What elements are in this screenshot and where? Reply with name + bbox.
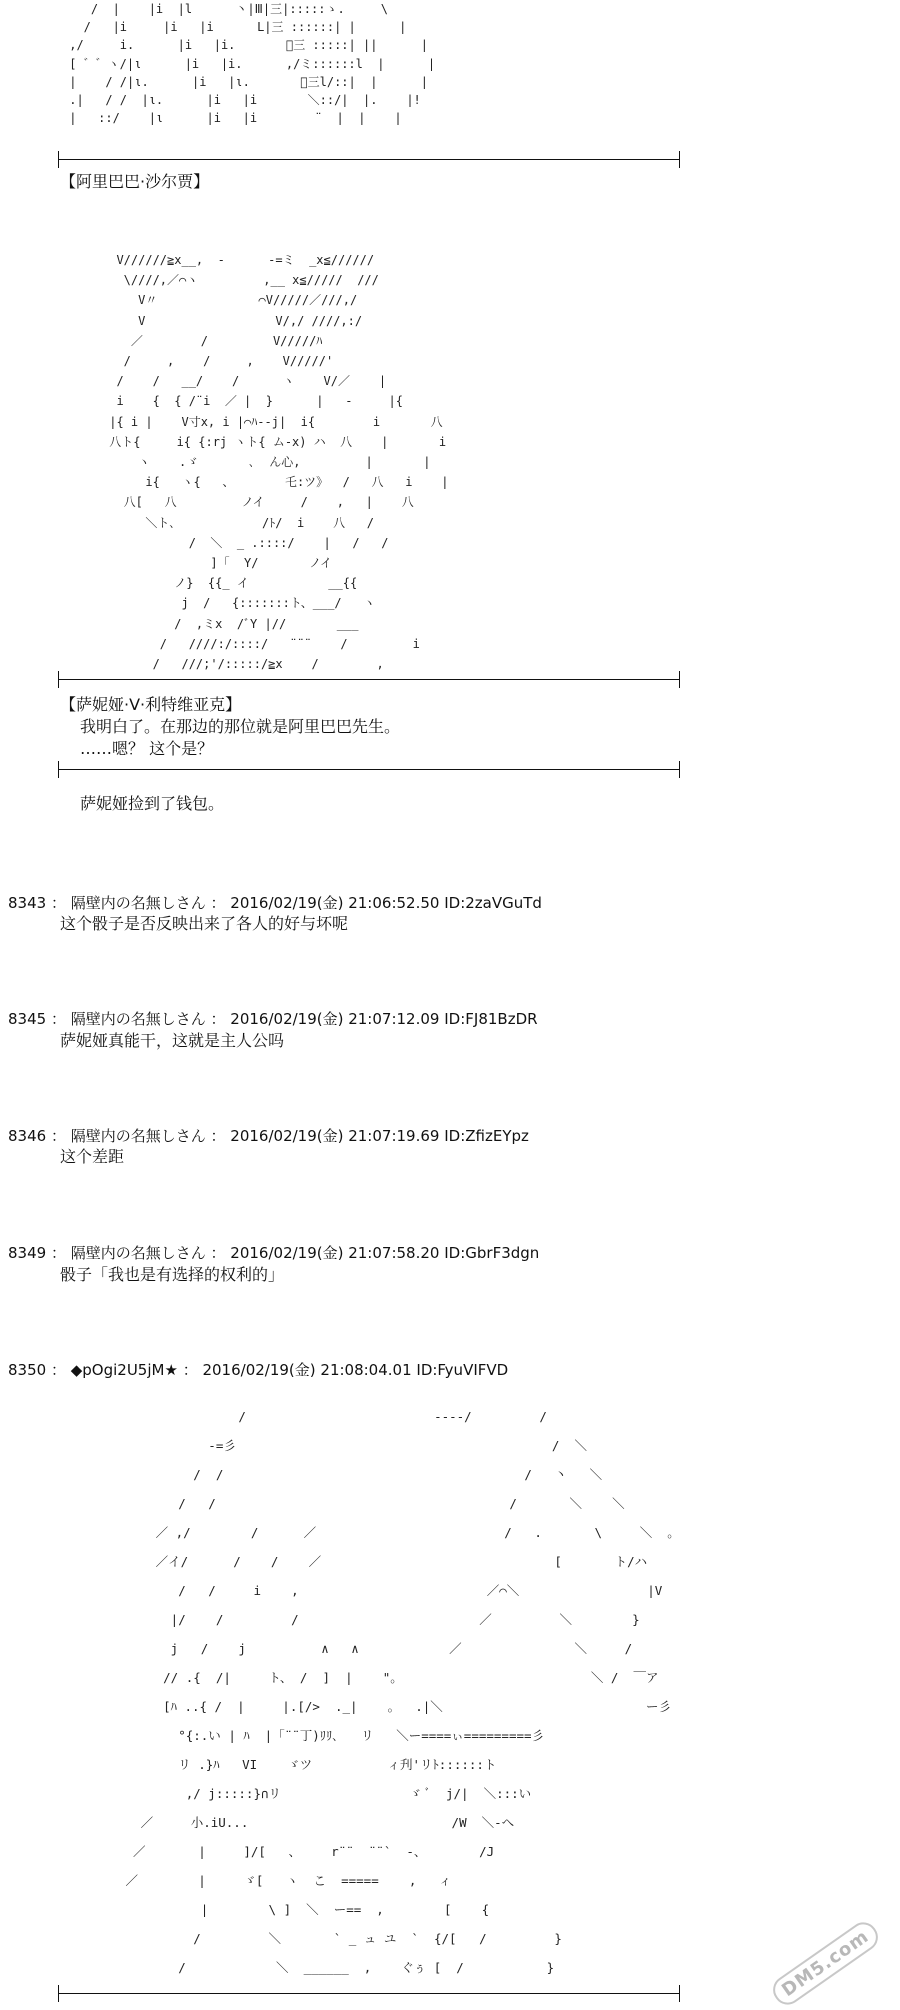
ascii-art-sanya: V//////≧x__, - -=ミ _x≦////// \////,／⌒ヽ ,__ x≦///// /// V〃 ⌒V/////／///,/ V V/,/ ////,:/ ／ / V/////ﾊ / , / , V/////' / / __/ / ヽ V/／ | i { { /¨i ／ | } | ‐ |{ |{ i | V寸x, i |⌒ﾊ-‐j| i{ i 八 八ト{ i{ {:rj ヽト{ ム-x) ハ 八 | i ヽ .ゞ ､ ん心, | | i{ ヽ{ 、 乇:ツ》 / 八 i | 八[ 八 ノイ / , | 八 ＼ト､ /ﾄ/ i 八 / / ＼ _ .::::/ | / / ]「 Y/ ノイ ノ} {{_ イ __{{ j / {:::::::ト、___/ ヽ / ,ミx /ﾞY |// ___ / ////:/::::/ ¨¨¨ / i / ///;'/:::::/≧x / ,: [109, 253, 449, 672]
post-datetime: 2016/02/19(金) 21:07:12.09: [230, 1010, 440, 1028]
ascii-art-character: / ----/ / -=彡 / ＼ / / / 丶 ＼ / / / ＼ ＼ ／ ,/ / ／ / . \ ＼ 。 ／イ/ / / ／ [ ト/ハ / / i , ／⌒＼ |V |/ / / ／ ＼ } j / j ∧ ∧ ／ ＼ / // .{ /| ト、 / ] | "。 ＼ / ￣ア [ﾊ ..{ / | |.[/> ._| 。 .|＼ ー彡 °{:.い | ﾊ |「¨¨丁)ﾘﾘ､ リ ＼ー====ぃ=========彡 リ .}ﾊ VI ゞツ ィ刋'リﾄ::::::ト ,/ j:::::}∩リ ゞ ﾞ j/| ＼:::い ／ 小.iU... /W ＼-へ ／ | ]/[ 、 r¨¨ ¨¨` -、 /J ／ | ゞ[ ヽ こ ===== , ィ | \ ] ＼ ー== , [ { / ＼ ` _ ュ ユ ` {/[ / } / ＼ ______ , ぐぅ [ / }: [125, 1409, 680, 1975]
post-header: 8345 ： 隔壁内の名無しさん ： 2016/02/19(金) 21:07:12.09 ID:FJ81BzDR: [8, 1010, 538, 1028]
poster-name: 隔壁内の名無しさん: [70, 1244, 206, 1262]
poster-id: ID:ZfizEYpz: [444, 1127, 529, 1145]
ascii-art-alibaba: / | |i |l 丶|Ⅲ|三|:::::ゝ. \ / |i |i |i L|三 ::::::| | | ,/ i. |i |i. ゙三 :::::| || | [ ゛゛ヽ/|ι |i |i. ,/ミ::::::l | | | / /|ι. |i |ι. ゙三l/::| | | .| / / |ι. |i |i ＼::/| |. |! | ::/ |ι |i |i ¨ | | |: [69, 2, 436, 126]
poster-id: ID:GbrF3dgn: [444, 1244, 540, 1262]
post-number: 8349: [8, 1244, 47, 1262]
site-watermark: DM5.com: [768, 1917, 884, 2010]
post-body: 骰子「我也是有选择的权利的」: [60, 1265, 285, 1284]
post-number: 8345: [8, 1010, 47, 1028]
post-number: 8346: [8, 1127, 47, 1145]
poster-id: ID:FJ81BzDR: [444, 1010, 538, 1028]
dialogue-line-1: 我明白了。在那边的那位就是阿里巴巴先生。: [80, 717, 401, 736]
dialogue-line-2: ……嗯？ 这个是？: [80, 739, 214, 758]
post-datetime: 2016/02/19(金) 21:07:19.69: [230, 1127, 440, 1145]
divider-3: [58, 769, 680, 770]
post-body: 这个差距: [60, 1147, 125, 1166]
post-datetime: 2016/02/19(金) 21:06:52.50: [230, 894, 440, 912]
post-body: 萨妮娅真能干，这就是主人公吗: [60, 1031, 285, 1050]
poster-name: 隔壁内の名無しさん: [70, 894, 206, 912]
post-number: 8343: [8, 894, 47, 912]
divider-4: [58, 1993, 680, 1994]
divider-2: [58, 679, 680, 680]
poster-name: ◆pOgi2U5jM★: [70, 1361, 178, 1379]
post-number: 8350: [8, 1361, 47, 1379]
speaker-label-sanya: 【萨妮娅·V·利特维亚克】: [60, 695, 242, 714]
poster-id: ID:FyuVIFVD: [416, 1361, 509, 1379]
poster-id: ID:2zaVGuTd: [444, 894, 542, 912]
narration: 萨妮娅捡到了钱包。: [80, 794, 225, 813]
post-datetime: 2016/02/19(金) 21:08:04.01: [202, 1361, 412, 1379]
post-header: 8343 ： 隔壁内の名無しさん ： 2016/02/19(金) 21:06:52.50 ID:2zaVGuTd: [8, 894, 542, 912]
speaker-label-alibaba: 【阿里巴巴·沙尔贾】: [60, 172, 210, 191]
poster-name: 隔壁内の名無しさん: [70, 1010, 206, 1028]
post-header: 8350 ： ◆pOgi2U5jM★ ： 2016/02/19(金) 21:08:04.01 ID:FyuVIFVD: [8, 1361, 509, 1379]
post-header: 8346 ： 隔壁内の名無しさん ： 2016/02/19(金) 21:07:19.69 ID:ZfizEYpz: [8, 1127, 529, 1145]
divider-1: [58, 159, 680, 160]
post-datetime: 2016/02/19(金) 21:07:58.20: [230, 1244, 440, 1262]
poster-name: 隔壁内の名無しさん: [70, 1127, 206, 1145]
post-body: 这个骰子是否反映出来了各人的好与坏呢: [60, 914, 349, 933]
post-header: 8349 ： 隔壁内の名無しさん ： 2016/02/19(金) 21:07:58.20 ID:GbrF3dgn: [8, 1244, 540, 1262]
